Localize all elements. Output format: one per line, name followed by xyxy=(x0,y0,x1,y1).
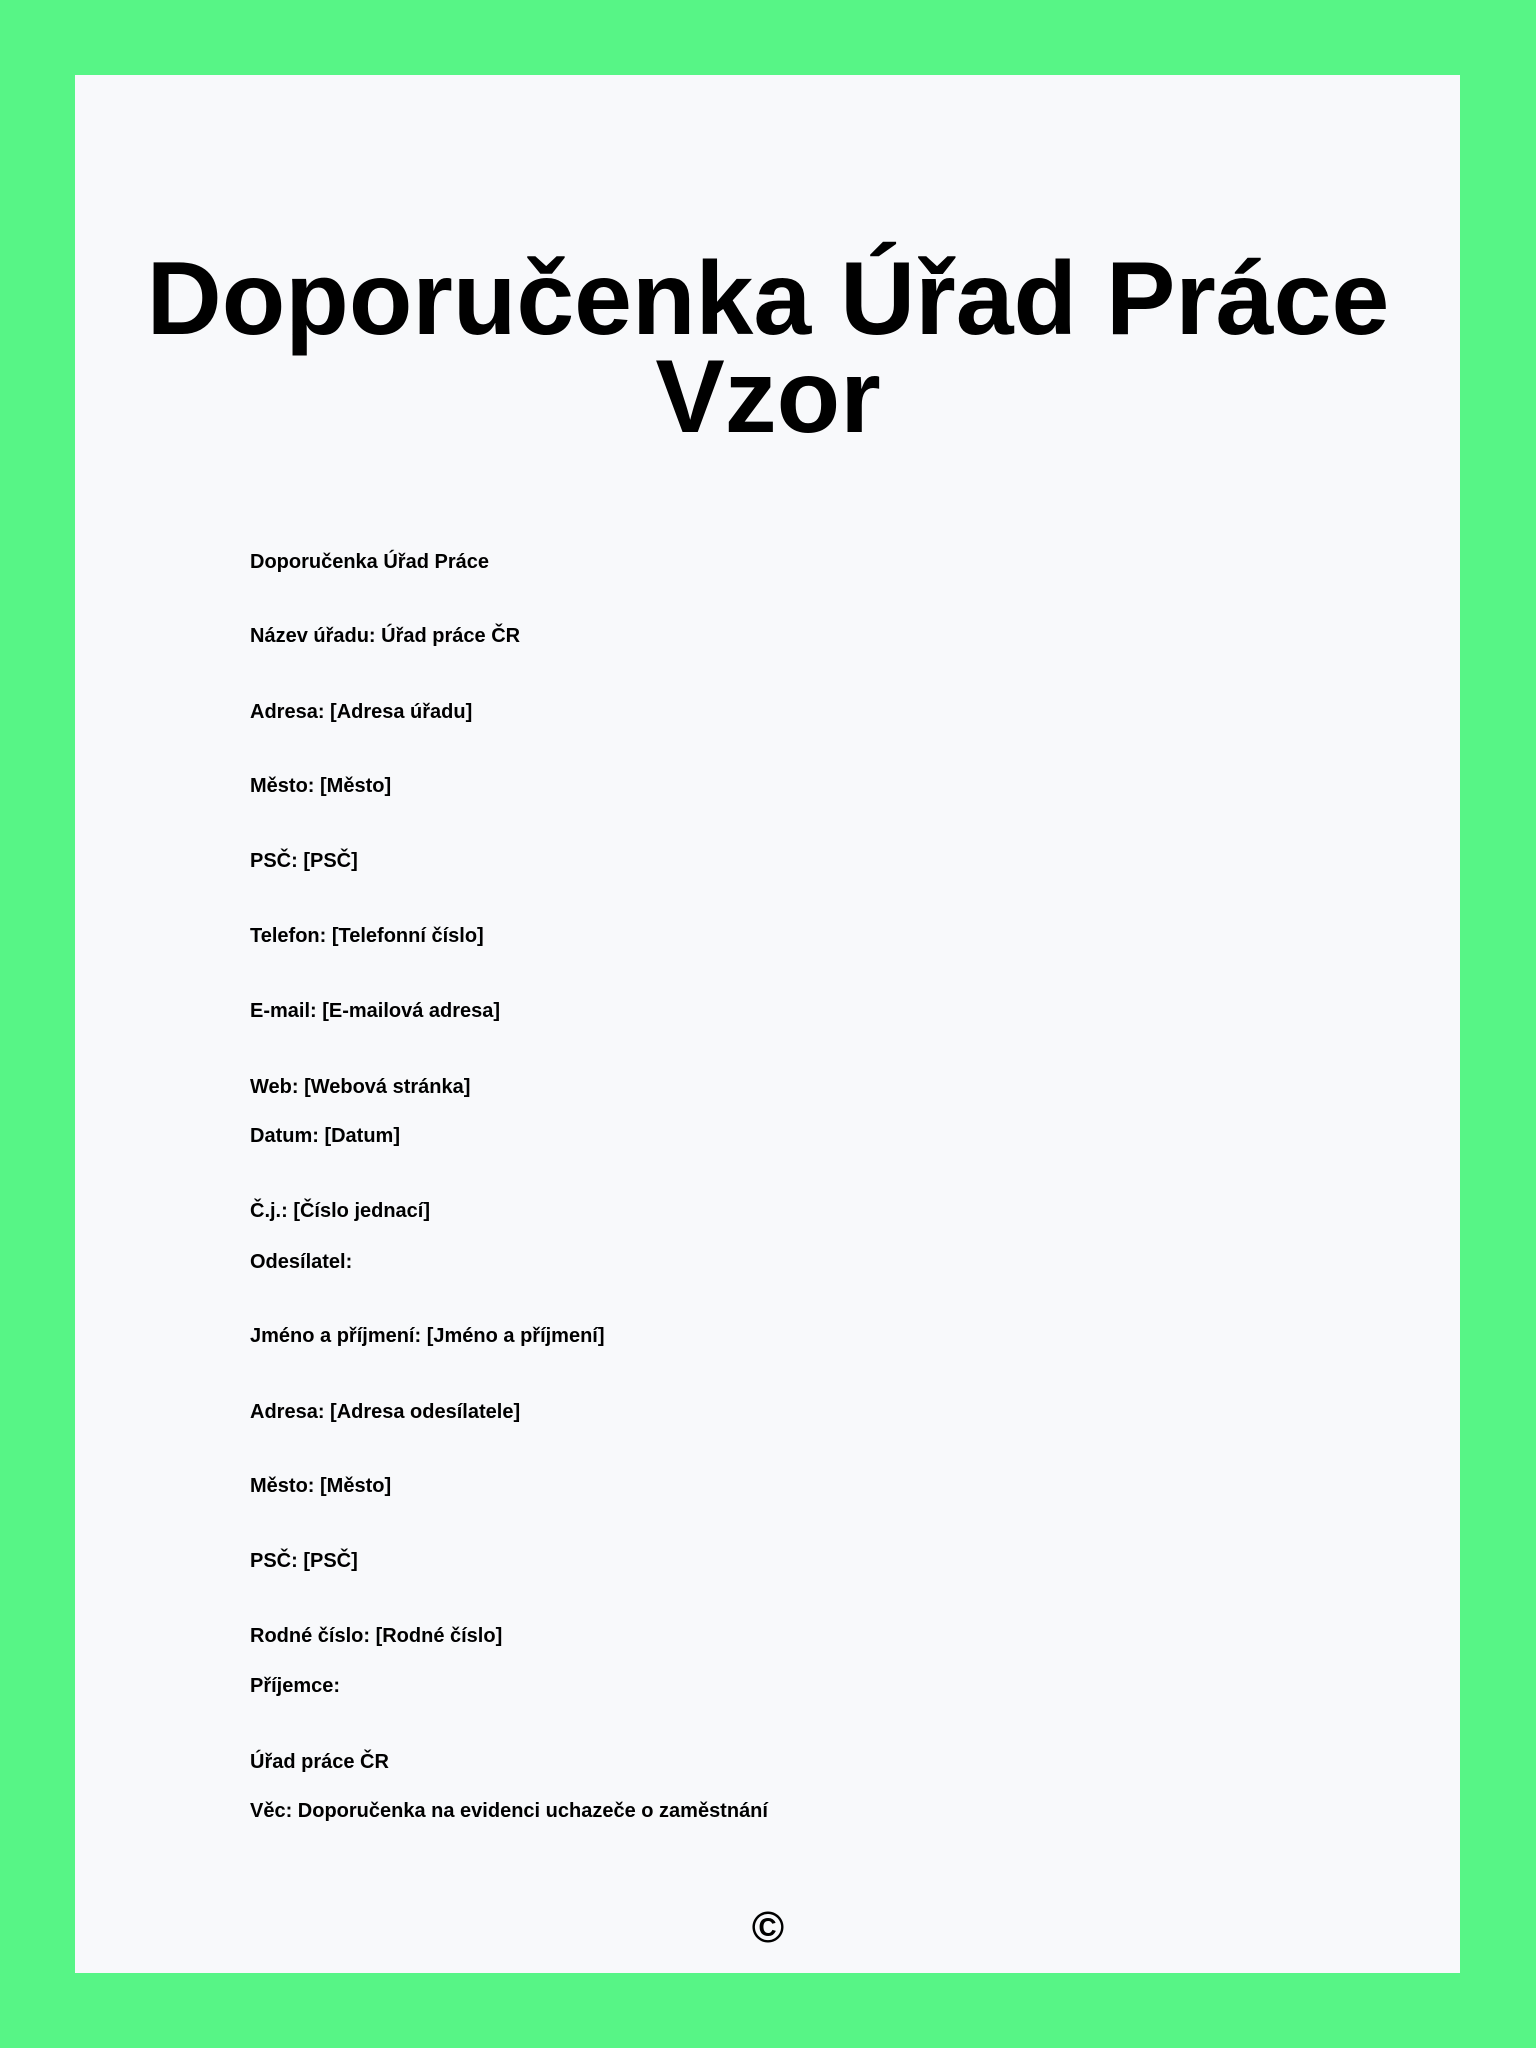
copyright-icon: © xyxy=(751,1903,785,1952)
date-line: Datum: [Datum] xyxy=(250,1125,400,1147)
recipient-heading: Příjemce: xyxy=(250,1675,341,1697)
title-line-2: Vzor xyxy=(655,339,881,455)
subject-line: Věc: Doporučenka na evidenci uchazeče o zaměstnání xyxy=(250,1800,768,1822)
sender-birth-number: Rodné číslo: [Rodné číslo] xyxy=(250,1625,503,1647)
office-address: Adresa: [Adresa úřadu] xyxy=(250,701,473,723)
reference-number: Č.j.: [Číslo jednací] xyxy=(250,1200,431,1222)
office-name: Název úřadu: Úřad práce ČR xyxy=(250,625,521,647)
office-phone: Telefon: [Telefonní číslo] xyxy=(250,925,484,947)
sender-name: Jméno a příjmení: [Jméno a příjmení] xyxy=(250,1325,605,1347)
sender-zip: PSČ: [PSČ] xyxy=(250,1550,358,1572)
office-email: E-mail: [E-mailová adresa] xyxy=(250,1000,501,1022)
office-city: Město: [Město] xyxy=(250,775,392,797)
page-title xyxy=(0,241,1536,455)
sender-city: Město: [Město] xyxy=(250,1475,392,1497)
doc-heading: Doporučenka Úřad Práce xyxy=(250,551,489,573)
office-web: Web: [Webová stránka] xyxy=(250,1076,471,1098)
office-zip: PSČ: [PSČ] xyxy=(250,850,358,872)
sender-address: Adresa: [Adresa odesílatele] xyxy=(250,1401,521,1423)
sender-heading: Odesílatel: xyxy=(250,1251,353,1273)
title-line-1: Doporučenka Úřad Práce xyxy=(146,241,1390,357)
recipient-name: Úřad práce ČR xyxy=(250,1751,389,1773)
